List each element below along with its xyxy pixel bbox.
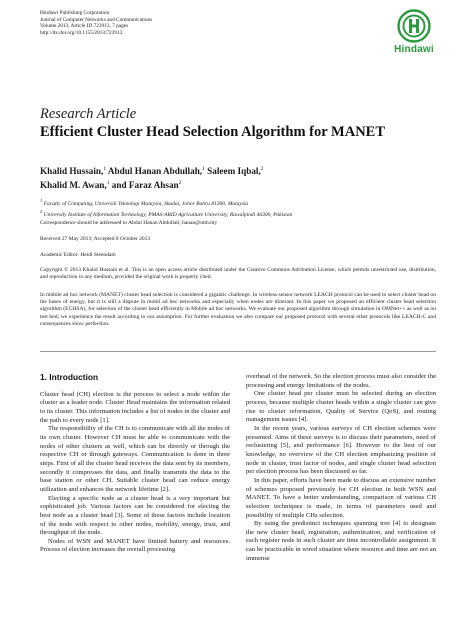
journal-info: [40, 10, 340, 36]
volume-info: Volume 2013, Article ID 723913, 7 pages: [40, 23, 129, 30]
affiliation-mark: 2: [40, 209, 43, 215]
body-paragraph: Electing a specific node as a cluster head is a very important but sophisticated job. Various factors can be considered for electing the best node as a cluster head [3]. Some of these factors include location of the node with respect to other nodes, mobility, energy, trust, and throughput of the node.: [40, 494, 230, 537]
affiliation-text: Faculty of Computing, Universiti Teknologi Malaysia, Skudai, Johor Bahru 81300, Malaysia: [43, 200, 249, 207]
hindawi-logo-icon: [397, 9, 431, 43]
hindawi-logo: [386, 9, 442, 59]
academic-editor: Academic Editor: Heidi Steendam: [40, 252, 116, 258]
body-paragraph: One cluster head per cluster must be selected during an election process, because multiple cluster heads within a single cluster can give rise to cluster reformation, Quality of Service (QoS), and routing management issues [4].: [246, 390, 436, 424]
body-paragraph: In the recent years, various surveys of CH election schemes were presented. Aims of these surveys is to discuss their parameters, need of reclustering [5], and performance [6]. However to the best of our knowledge, no overview of the CH election emphasizing position of node in cluster, trust factor of nodes, and single cluster head selection per election process has been discussed so far.: [246, 424, 436, 476]
affiliation-mark: 1: [40, 198, 43, 203]
body-paragraph: The responsibility of the CH is to communicate with all the nodes of its own cluster. However CH must be able to communicate with the nodes of other clusters as well, which can be directly or through the respective CH or through gateways. Communication is done in three steps. First of all the cluster head receives the data sent by its members, secondly it compresses the data, and finally transmits the data to the base station or other CH. Suitable cluster head can reduce energy utilization and enhances the network lifetime [2].: [40, 425, 230, 493]
body-paragraph: By using the predistinct techniques spanning tree [4] to designate the new cluster head, registration, authentication, and verification of each register node in such cluster are time incontrollable assignment. It can be practicable in wired situation where resource and time are not an immense: [246, 520, 436, 562]
correspondence: Correspondence should be addressed to Abdul Hanan Abdullah; hanan@utm.my: [40, 220, 218, 226]
copyright-notice: Copyright © 2013 Khalid Hussain et al. This is an open access article distributed under the Creative Commons Attribution License, which permits unrestricted use, distribution, and reproduction in any medium, provided the original work is properly cited.: [40, 267, 436, 281]
section-heading: 1. Introduction: [40, 372, 99, 382]
author-affiliation-mark: 1: [202, 166, 205, 172]
author-name: Abdul Hanan Abdullah,: [107, 166, 203, 177]
body-paragraph: Nodes of WSN and MANET have limited battery and resources. Process of election increases the overall processing: [40, 537, 230, 554]
author-affiliation-mark: 1: [103, 166, 107, 172]
section-divider: [40, 351, 436, 352]
affiliation-item: [40, 197, 436, 208]
affiliation-item: [40, 208, 436, 219]
author-name: Khalid M. Awan,: [40, 180, 107, 191]
author-name: Khalid Hussain,: [40, 166, 104, 177]
author-name: and Faraz Ahsan: [111, 180, 179, 191]
body-column-right: [246, 373, 436, 563]
doi-link[interactable]: http://dx.doi.org/10.1155/2013/723913: [40, 29, 123, 36]
body-paragraph: Cluster head (CH) election is the process to select a node within the cluster as a leader node. Cluster Head maintains the information related to its cluster. This information includes a list of nodes in the cluster and the path to every node [1].: [40, 390, 230, 424]
abstract: In mobile ad hoc network (MANET) cluster head selection is considered a gigantic challenge. In wireless sensor network LEACH protocol can be used to select cluster head on the bases of energy, but it is still a dispute in mobil ad hoc networks and especially when nodes are itinerant. In this paper we proposed an efficient cluster head selection algorithm (ECHSA), for selection of the cluster head efficiently in Mobile ad hoc networks. We evaluate our proposed algorithm through simulation in OMNet++ as well as on test bed; we experience the result according to our assumption. For further evaluation we also compare our proposed protocol with several other protocols like LEACH-C and consequences show perfection.: [40, 292, 436, 327]
body-column-left: [40, 373, 230, 555]
article-type: Research Article: [40, 106, 137, 122]
journal-name: Journal of Computer Networks and Communications: [40, 16, 153, 23]
body-paragraph: In this paper, efforts have been made to discuss an extensive number of schemes proposed previously for CH election in both WSN and MANET. To have a better understanding, comparison of various CH selection techniques is made, in terms of parameters used and possibility of multiple CHs selection.: [246, 476, 436, 519]
author-affiliation-mark: 2: [260, 166, 264, 172]
author-list: [40, 163, 440, 191]
author-name: Saleem Iqbal,: [207, 166, 261, 177]
author-affiliation-mark: 1: [106, 180, 110, 187]
publisher-name: Hindawi Publishing Corporation: [40, 10, 110, 16]
received-accepted-dates: Received 27 May 2013; Accepted 8 October 2013: [40, 236, 151, 242]
affiliations: [40, 197, 436, 219]
author-affiliation-mark: 2: [178, 180, 182, 187]
hindawi-wordmark: Hindawi: [394, 44, 434, 55]
body-paragraph: overhead of the network. So the election process must also consider the processing and energy limitations of the nodes.: [246, 373, 436, 389]
affiliation-text: University Institute of Information Technology, PMAS-ARID Agriculture University, Rawalpindi 46300, Pakistan: [43, 211, 293, 218]
article-title: Efficient Cluster Head Selection Algorithm for MANET: [40, 124, 386, 140]
